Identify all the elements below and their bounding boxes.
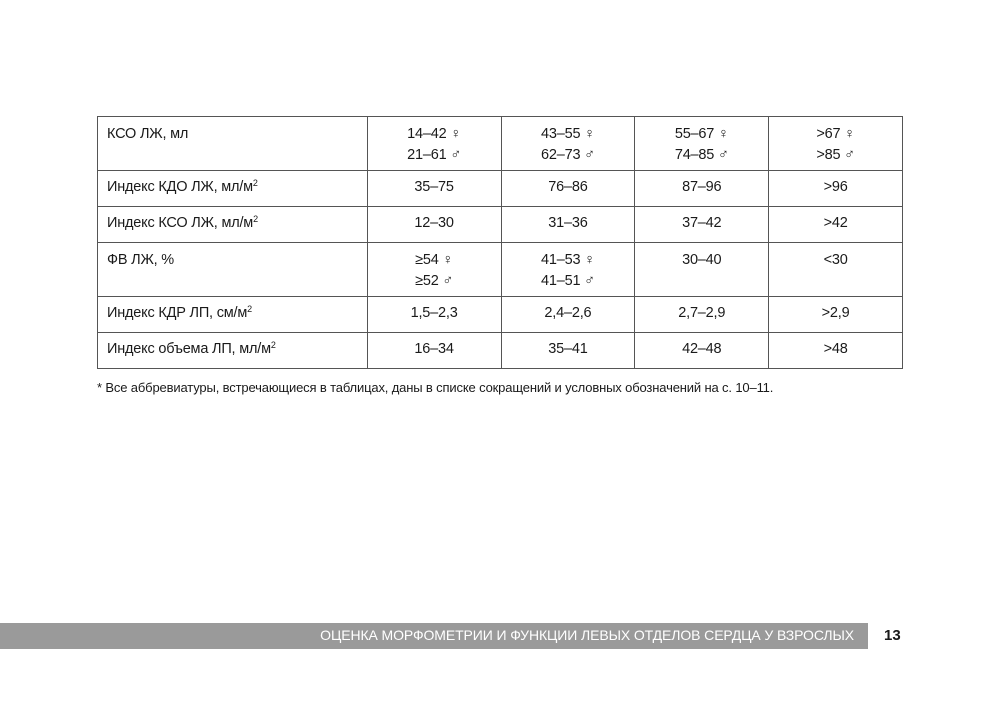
- parameter-cell: [98, 297, 368, 333]
- value-line: <30: [823, 252, 848, 268]
- table-footnote: * Все аббревиатуры, встречающиеся в таблицах, даны в списке сокращений и условных обозначений на с. 10–11.: [97, 380, 774, 395]
- parameter-cell: [98, 243, 368, 297]
- value-cell: [635, 171, 769, 207]
- parameter-label: Индекс КДР ЛП, см/м: [107, 305, 248, 321]
- value-cell: [769, 243, 903, 297]
- value-cell: [367, 171, 501, 207]
- running-footer-band: [0, 623, 868, 649]
- value-line: 76–86: [548, 179, 588, 195]
- parameter-cell: [98, 207, 368, 243]
- value-cell: [367, 117, 501, 171]
- value-line: 74–85 ♂: [674, 147, 729, 163]
- value-line: 30–40: [682, 252, 722, 268]
- value-cell: [367, 333, 501, 369]
- parameter-cell: [98, 333, 368, 369]
- value-line: >85 ♂: [816, 147, 855, 163]
- value-cell: [769, 171, 903, 207]
- parameter-label: ФВ ЛЖ, %: [107, 252, 174, 268]
- parameter-label: Индекс КДО ЛЖ, мл/м: [107, 179, 253, 195]
- value-line: 41–53 ♀: [541, 252, 595, 268]
- table-row: [98, 171, 903, 207]
- value-cell: [635, 243, 769, 297]
- value-line: >2,9: [821, 305, 850, 321]
- value-line: 62–73 ♂: [541, 147, 595, 163]
- value-line: 21–61 ♂: [407, 147, 461, 163]
- value-cell: [635, 207, 769, 243]
- value-line: 35–75: [414, 179, 454, 195]
- value-cell: [769, 333, 903, 369]
- value-line: 1,5–2,3: [410, 305, 458, 321]
- value-cell: [367, 243, 501, 297]
- superscript: 2: [270, 340, 276, 350]
- superscript: 2: [247, 304, 252, 314]
- value-line: 14–42 ♀: [407, 126, 461, 142]
- running-footer-title: ОЦЕНКА МОРФОМЕТРИИ И ФУНКЦИИ ЛЕВЫХ ОТДЕЛОВ СЕРДЦА У ВЗРОСЛЫХ: [320, 627, 854, 643]
- table-row: [98, 243, 903, 297]
- value-line: 16–34: [414, 341, 454, 357]
- value-line: 37–42: [682, 215, 722, 231]
- superscript: 2: [253, 214, 258, 224]
- parameter-cell: [98, 171, 368, 207]
- value-line: 2,4–2,6: [544, 305, 592, 321]
- value-cell: [635, 117, 769, 171]
- table-row: [98, 117, 903, 171]
- value-cell: [501, 117, 635, 171]
- table-row: [98, 333, 903, 369]
- parameter-label: КСО ЛЖ, мл: [107, 126, 189, 142]
- value-cell: [769, 117, 903, 171]
- value-line: ≥54 ♀: [415, 252, 454, 268]
- value-line: 35–41: [548, 341, 588, 357]
- page-number: 13: [884, 627, 901, 644]
- value-cell: [769, 207, 903, 243]
- value-line: >67 ♀: [816, 126, 855, 142]
- value-cell: [501, 171, 635, 207]
- value-cell: [501, 243, 635, 297]
- value-line: 87–96: [682, 179, 722, 195]
- parameter-label: Индекс КСО ЛЖ, мл/м: [107, 215, 254, 231]
- value-line: >96: [823, 179, 848, 195]
- value-cell: [769, 297, 903, 333]
- value-line: >42: [823, 215, 848, 231]
- value-line: 31–36: [548, 215, 588, 231]
- value-cell: [501, 297, 635, 333]
- value-line: 43–55 ♀: [541, 126, 595, 142]
- table-row: [98, 207, 903, 243]
- reference-values-table: [97, 116, 903, 369]
- value-line: ≥52 ♂: [415, 273, 454, 289]
- value-cell: [367, 297, 501, 333]
- value-line: 41–51 ♂: [541, 273, 595, 289]
- superscript: 2: [252, 178, 258, 188]
- parameter-cell: [98, 117, 368, 171]
- value-line: >48: [823, 341, 848, 357]
- value-line: 12–30: [414, 215, 454, 231]
- value-cell: [501, 207, 635, 243]
- value-cell: [635, 297, 769, 333]
- table-row: [98, 297, 903, 333]
- value-line: 42–48: [682, 341, 722, 357]
- parameter-label: Индекс объема ЛП, мл/м: [107, 341, 271, 357]
- value-cell: [501, 333, 635, 369]
- value-cell: [635, 333, 769, 369]
- value-line: 55–67 ♀: [674, 126, 729, 142]
- value-line: 2,7–2,9: [678, 305, 726, 321]
- value-cell: [367, 207, 501, 243]
